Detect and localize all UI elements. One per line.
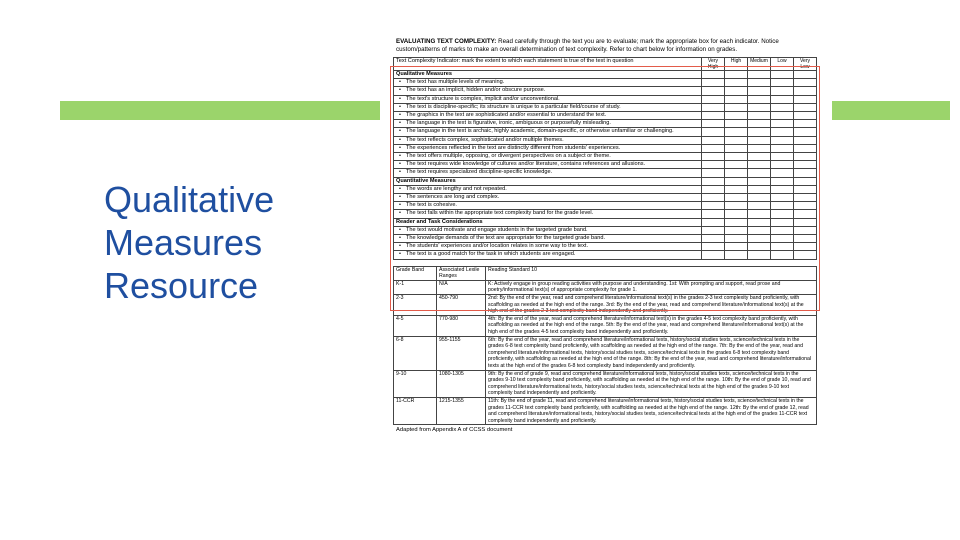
- rating-cell[interactable]: [748, 136, 771, 144]
- rating-cell[interactable]: [771, 202, 794, 210]
- grade-row: [394, 295, 817, 316]
- rating-cell[interactable]: [702, 120, 725, 128]
- low-header: Low: [771, 58, 794, 71]
- rating-cell[interactable]: [771, 218, 794, 226]
- rating-cell[interactable]: [702, 210, 725, 218]
- section-row: [394, 177, 817, 185]
- lexile-cell: 955-1155: [437, 336, 486, 370]
- rating-cell[interactable]: [771, 95, 794, 103]
- indicator-text: • The language in the text is figurative, ironic, ambiguous or purposefully misleading.: [394, 120, 702, 128]
- indicator-row: [394, 202, 817, 210]
- rating-cell[interactable]: [702, 235, 725, 243]
- rating-cell[interactable]: [794, 128, 817, 136]
- indicator-row: [394, 144, 817, 152]
- standard-cell: 2nd: By the end of the year, read and comprehend literature/informational text(s) in the grades 2-3 text complexity band proficiently, with scaffolding as needed at the high end of the range. 3rd: By the end of the year, read and comprehend literature/informational text(s) at the high end of the grades 2-3 text complexity band independently and proficiently.: [486, 295, 817, 316]
- standard-cell: 4th: By the end of the year, read and comprehend literature/informational text(s) in the grades 4-5 text complexity band proficiently, with scaffolding as needed at the high end of the range. 5th: By the end of the year, read and comprehend literature/informational text(s) at the high end of the grades 4-5 text complexity band independently and proficiently.: [486, 315, 817, 336]
- rating-cell[interactable]: [771, 136, 794, 144]
- lexile-cell: N/A: [437, 280, 486, 294]
- rating-cell[interactable]: [702, 79, 725, 87]
- rating-cell[interactable]: [771, 251, 794, 259]
- rating-cell[interactable]: [702, 95, 725, 103]
- rating-cell[interactable]: [771, 71, 794, 79]
- rating-cell[interactable]: [702, 185, 725, 193]
- rating-cell[interactable]: [748, 235, 771, 243]
- indicator-text: • The words are lengthy and not repeated.: [394, 185, 702, 193]
- header-bold: EVALUATING TEXT COMPLEXITY:: [396, 38, 497, 45]
- rating-cell[interactable]: [794, 210, 817, 218]
- rating-cell[interactable]: [702, 87, 725, 95]
- rating-cell[interactable]: [725, 243, 748, 251]
- grade-row: [394, 336, 817, 370]
- rating-cell[interactable]: [794, 120, 817, 128]
- standard-cell: 11th: By the end of grade 11, read and comprehend literature/informational texts, history/social studies texts, science/technical texts in the grades 11-CCR text complexity band proficiently, with scaffolding as needed at the high end of the range. 12th: By the end of grade 12, read and comprehend literature/informational texts, history/social studies texts, science/technical texts at the high end of the grades 11-CCR text complexity band independently and proficiently.: [486, 397, 817, 424]
- grade-header-row: [394, 266, 817, 280]
- grade-band-cell: 4-5: [394, 315, 437, 336]
- rating-cell[interactable]: [725, 218, 748, 226]
- rating-cell[interactable]: [725, 153, 748, 161]
- rating-cell[interactable]: [725, 251, 748, 259]
- standard-cell: 6th: By the end of the year, read and comprehend literature/informational texts, history/social studies texts, science/technical texts in the grades 6-8 text complexity band proficiently, with scaffolding as needed at the high end of the range. 7th: By the end of the year, read and comprehend literature/informational texts, history/social studies texts, science/technical texts in the grades 6-8 text complexity band proficiently, with scaffolding as needed at the high end of the range. 8th: By the end of the year, read and comprehend literature/informational texts at the high end of the grades 6-8 text complexity band independently and proficiently.: [486, 336, 817, 370]
- rating-cell[interactable]: [794, 87, 817, 95]
- rating-cell[interactable]: [748, 144, 771, 152]
- rating-cell[interactable]: [725, 169, 748, 177]
- complexity-table: [393, 57, 817, 260]
- header-text: Read carefully through the text you are to evaluate; mark the appropriate box for each indicator. Notice custom/patterns of marks to make an overall determination of text complexity. Refer to chart below for information on grades.: [396, 38, 779, 53]
- rating-cell[interactable]: [702, 169, 725, 177]
- rating-cell[interactable]: [748, 185, 771, 193]
- indicator-row: [394, 194, 817, 202]
- indicator-row: [394, 226, 817, 234]
- rating-cell[interactable]: [794, 226, 817, 234]
- rating-cell[interactable]: [748, 95, 771, 103]
- rating-cell[interactable]: [725, 87, 748, 95]
- grade-band-cell: 11-CCR: [394, 397, 437, 424]
- lexile-cell: 770-980: [437, 315, 486, 336]
- section-title: Qualitative Measures: [394, 71, 702, 79]
- rating-cell[interactable]: [725, 161, 748, 169]
- rating-cell[interactable]: [748, 218, 771, 226]
- indicator-row: [394, 95, 817, 103]
- rating-cell[interactable]: [702, 103, 725, 111]
- rating-cell[interactable]: [702, 128, 725, 136]
- indicator-row: [394, 103, 817, 111]
- rating-cell[interactable]: [771, 112, 794, 120]
- grade-row: [394, 370, 817, 397]
- grade-band-cell: 9-10: [394, 370, 437, 397]
- grade-row: [394, 315, 817, 336]
- rating-cell[interactable]: [725, 185, 748, 193]
- rating-cell[interactable]: [771, 79, 794, 87]
- rating-cell[interactable]: [702, 251, 725, 259]
- medium-header: Medium: [748, 58, 771, 71]
- rating-cell[interactable]: [748, 210, 771, 218]
- grade-band-cell: 6-8: [394, 336, 437, 370]
- accent-bar-right: [832, 101, 950, 120]
- rating-cell[interactable]: [702, 144, 725, 152]
- standard-cell: K: Actively engage in group reading activities with purpose and understanding. 1st: With prompting and support, read prose and poetry/informational text(s) of appropriate complexity for grade 1.: [486, 280, 817, 294]
- rating-cell[interactable]: [771, 161, 794, 169]
- section-title: Quantitative Measures: [394, 177, 702, 185]
- lexile-cell: 1215-1355: [437, 397, 486, 424]
- rating-cell[interactable]: [771, 243, 794, 251]
- rating-cell[interactable]: [702, 194, 725, 202]
- rating-cell[interactable]: [771, 120, 794, 128]
- rating-cell[interactable]: [725, 112, 748, 120]
- rating-cell[interactable]: [702, 71, 725, 79]
- indicator-text: • The graphics in the text are sophisticated and/or essential to understand the text.: [394, 112, 702, 120]
- rating-cell[interactable]: [748, 177, 771, 185]
- rating-cell[interactable]: [794, 95, 817, 103]
- rating-cell[interactable]: [702, 112, 725, 120]
- table-header-row: [394, 58, 817, 71]
- indicator-row: [394, 120, 817, 128]
- grade-band-cell: 2-3: [394, 295, 437, 316]
- indicator-text: • The text requires specialized discipline-specific knowledge.: [394, 169, 702, 177]
- lexile-cell: 1080-1305: [437, 370, 486, 397]
- very-low-header: Very Low: [794, 58, 817, 71]
- rating-cell[interactable]: [794, 144, 817, 152]
- indicator-row: [394, 136, 817, 144]
- rating-cell[interactable]: [725, 235, 748, 243]
- rating-cell[interactable]: [771, 194, 794, 202]
- indicator-text: • The sentences are long and complex.: [394, 194, 702, 202]
- indicator-text: • The text has multiple levels of meaning.: [394, 79, 702, 87]
- rating-cell[interactable]: [725, 95, 748, 103]
- section-title: Reader and Task Considerations: [394, 218, 702, 226]
- rating-cell[interactable]: [702, 226, 725, 234]
- rating-cell[interactable]: [794, 136, 817, 144]
- indicator-text: • The experiences reflected in the text are distinctly different from students' experiences.: [394, 144, 702, 152]
- rating-cell[interactable]: [794, 153, 817, 161]
- grade-band-cell: K-1: [394, 280, 437, 294]
- rating-cell[interactable]: [725, 103, 748, 111]
- rating-cell[interactable]: [748, 79, 771, 87]
- section-row: [394, 71, 817, 79]
- indicator-row: [394, 243, 817, 251]
- title-line: Measures: [104, 222, 263, 263]
- rating-cell[interactable]: [725, 202, 748, 210]
- high-header: High: [725, 58, 748, 71]
- grade-row: [394, 397, 817, 424]
- rating-cell[interactable]: [702, 153, 725, 161]
- rating-cell[interactable]: [771, 177, 794, 185]
- rating-cell[interactable]: [702, 177, 725, 185]
- indicator-text: • The text reflects complex, sophisticated and/or multiple themes.: [394, 136, 702, 144]
- rating-cell[interactable]: [771, 169, 794, 177]
- rating-cell[interactable]: [794, 177, 817, 185]
- lexile-header: Associated Lexile Ranges: [437, 266, 486, 280]
- rating-cell[interactable]: [725, 226, 748, 234]
- rating-cell[interactable]: [771, 128, 794, 136]
- rating-cell[interactable]: [771, 144, 794, 152]
- rating-cell[interactable]: [702, 136, 725, 144]
- title-line: Resource: [104, 265, 259, 306]
- rating-cell[interactable]: [748, 120, 771, 128]
- rating-cell[interactable]: [794, 169, 817, 177]
- rating-cell[interactable]: [771, 185, 794, 193]
- standard-cell: 9th: By the end of grade 9, read and comprehend literature/informational texts, history/social studies texts, science/technical texts in the grades 9-10 text complexity band proficiently, with scaffolding as needed at the high end of the range. 10th: By the end of grade 10, read and comprehend literature/informational texts, history/social studies texts, science/technical texts at the high end of the grades 9-10 text complexity band independently and proficiently.: [486, 370, 817, 397]
- indicator-row: [394, 161, 817, 169]
- rating-cell[interactable]: [748, 161, 771, 169]
- rating-cell[interactable]: [702, 218, 725, 226]
- indicator-row: [394, 87, 817, 95]
- rating-cell[interactable]: [794, 202, 817, 210]
- rating-cell[interactable]: [725, 128, 748, 136]
- rating-cell[interactable]: [702, 243, 725, 251]
- indicator-row: [394, 210, 817, 218]
- rating-cell[interactable]: [748, 243, 771, 251]
- indicator-header: Text Complexity Indicator: mark the extent to which each statement is true of the text in question: [394, 58, 702, 71]
- indicator-row: [394, 112, 817, 120]
- rating-cell[interactable]: [794, 103, 817, 111]
- indicator-text: • The knowledge demands of the text are appropriate for the targeted grade band.: [394, 235, 702, 243]
- grade-row: [394, 280, 817, 294]
- rating-cell[interactable]: [702, 202, 725, 210]
- indicator-row: [394, 235, 817, 243]
- rating-cell[interactable]: [794, 251, 817, 259]
- rating-cell[interactable]: [771, 87, 794, 95]
- rating-cell[interactable]: [794, 71, 817, 79]
- rating-cell[interactable]: [794, 185, 817, 193]
- rating-cell[interactable]: [725, 210, 748, 218]
- indicator-text: • The text would motivate and engage students in the targeted grade band.: [394, 226, 702, 234]
- very-high-header: Very High: [702, 58, 725, 71]
- indicator-text: • The text requires wide knowledge of cultures and/or literature, contains references and allusions.: [394, 161, 702, 169]
- rating-cell[interactable]: [794, 112, 817, 120]
- document-header: [396, 38, 816, 54]
- indicator-text: • The text has an implicit, hidden and/or obscure purpose.: [394, 87, 702, 95]
- rating-cell[interactable]: [771, 226, 794, 234]
- indicator-text: • The text's structure is complex, implicit and/or unconventional.: [394, 95, 702, 103]
- indicator-row: [394, 169, 817, 177]
- indicator-row: [394, 153, 817, 161]
- footnote: Adapted from Appendix A of CCSS document: [396, 427, 513, 434]
- rating-cell[interactable]: [748, 71, 771, 79]
- indicator-text: • The text is discipline-specific; its structure is unique to a particular field/course of study.: [394, 103, 702, 111]
- indicator-row: [394, 128, 817, 136]
- standard-header: Reading Standard 10: [486, 266, 817, 280]
- rating-cell[interactable]: [794, 218, 817, 226]
- rating-cell[interactable]: [748, 153, 771, 161]
- indicator-row: [394, 185, 817, 193]
- rating-cell[interactable]: [702, 161, 725, 169]
- accent-bar-left: [60, 101, 380, 120]
- indicator-row: [394, 79, 817, 87]
- rating-cell[interactable]: [725, 144, 748, 152]
- rating-cell[interactable]: [748, 169, 771, 177]
- rating-cell[interactable]: [771, 210, 794, 218]
- rating-cell[interactable]: [794, 243, 817, 251]
- rating-cell[interactable]: [725, 177, 748, 185]
- rating-cell[interactable]: [725, 120, 748, 128]
- rating-cell[interactable]: [748, 251, 771, 259]
- rating-cell[interactable]: [748, 226, 771, 234]
- indicator-text: • The text is cohesive.: [394, 202, 702, 210]
- rating-cell[interactable]: [748, 87, 771, 95]
- indicator-text: • The text is a good match for the task in which students are engaged.: [394, 251, 702, 259]
- indicator-text: • The text falls within the appropriate text complexity band for the grade level.: [394, 210, 702, 218]
- slide-title: [104, 178, 304, 307]
- indicator-text: • The language in the text is archaic, highly academic, domain-specific, or otherwise unfamiliar or challenging.: [394, 128, 702, 136]
- embedded-document: [390, 38, 820, 510]
- section-row: [394, 218, 817, 226]
- indicator-text: • The text offers multiple, opposing, or divergent perspectives on a subject or theme.: [394, 153, 702, 161]
- rating-cell[interactable]: [748, 112, 771, 120]
- rating-cell[interactable]: [794, 194, 817, 202]
- lexile-cell: 450-790: [437, 295, 486, 316]
- rating-cell[interactable]: [748, 194, 771, 202]
- rating-cell[interactable]: [794, 161, 817, 169]
- rating-cell[interactable]: [771, 235, 794, 243]
- rating-cell[interactable]: [725, 79, 748, 87]
- rating-cell[interactable]: [794, 235, 817, 243]
- rating-cell[interactable]: [725, 136, 748, 144]
- title-line: Qualitative: [104, 179, 275, 220]
- grade-band-header: Grade Band: [394, 266, 437, 280]
- rating-cell[interactable]: [748, 103, 771, 111]
- indicator-row: [394, 251, 817, 259]
- rating-cell[interactable]: [725, 194, 748, 202]
- rating-cell[interactable]: [725, 71, 748, 79]
- rating-cell[interactable]: [748, 128, 771, 136]
- rating-cell[interactable]: [794, 79, 817, 87]
- indicator-text: • The students' experiences and/or location relates in some way to the text.: [394, 243, 702, 251]
- rating-cell[interactable]: [771, 153, 794, 161]
- grade-band-table: [393, 266, 817, 426]
- rating-cell[interactable]: [771, 103, 794, 111]
- rating-cell[interactable]: [748, 202, 771, 210]
